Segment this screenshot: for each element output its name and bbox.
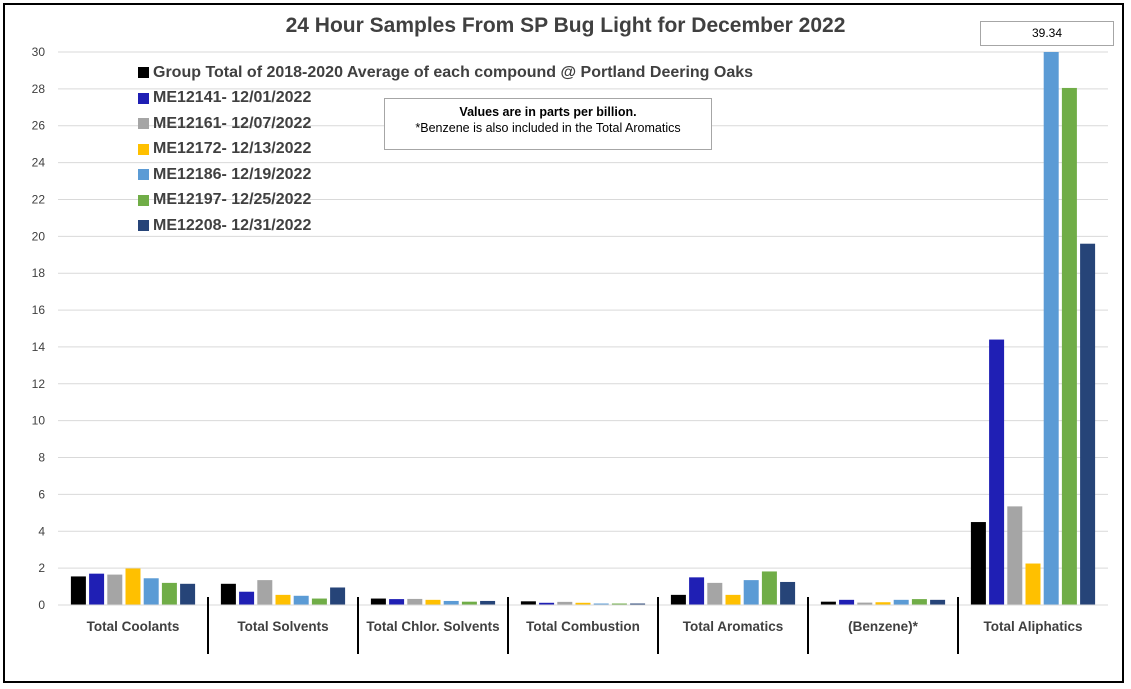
- bar: [726, 595, 741, 605]
- y-tick-label: 22: [31, 192, 45, 207]
- legend-label: ME12208- 12/31/2022: [153, 216, 312, 234]
- bar: [407, 599, 422, 605]
- bar: [107, 575, 122, 605]
- legend-item: [138, 213, 753, 239]
- bar: [1026, 564, 1041, 605]
- bar: [671, 595, 686, 605]
- legend-label: ME12172- 12/13/2022: [153, 140, 312, 158]
- legend-item: [138, 162, 753, 188]
- y-tick-label: 24: [31, 155, 45, 170]
- y-tick-label: 16: [31, 303, 45, 318]
- bar: [389, 599, 404, 605]
- bar: [689, 577, 704, 605]
- y-tick-label: 0: [38, 598, 45, 612]
- x-tick-label: Total Aliphatics: [983, 619, 1083, 634]
- y-tick-label: 28: [31, 81, 45, 96]
- bar: [221, 584, 236, 605]
- bar: [239, 592, 254, 605]
- bar: [276, 595, 291, 605]
- bar: [480, 601, 495, 605]
- y-tick-label: 8: [38, 450, 45, 465]
- bar: [330, 587, 345, 605]
- bar: [1080, 244, 1095, 605]
- bar: [707, 583, 722, 605]
- bar: [180, 584, 195, 605]
- bar: [71, 576, 86, 605]
- bar: [294, 596, 309, 605]
- note-box: [384, 98, 712, 150]
- y-tick-label: 20: [31, 229, 45, 244]
- note-line-2: *Benzene is also included in the Total Aromatics: [415, 121, 681, 135]
- bar: [780, 582, 795, 605]
- bar: [912, 599, 927, 605]
- bar: [762, 571, 777, 605]
- bar: [257, 580, 272, 605]
- legend-item: [138, 188, 753, 214]
- bar: [89, 574, 104, 605]
- y-tick-label: 18: [31, 266, 45, 281]
- y-tick-label: 6: [38, 487, 45, 502]
- y-tick-label: 2: [38, 561, 45, 576]
- x-tick-label: (Benzene)*: [848, 619, 918, 634]
- bar: [426, 600, 441, 605]
- bar: [989, 340, 1004, 605]
- bar: [839, 600, 854, 605]
- note-line-1: Values are in parts per billion.: [459, 105, 637, 119]
- y-tick-label: 10: [31, 413, 45, 428]
- legend-label: Group Total of 2018-2020 Average of each compound @ Portland Deering Oaks: [153, 63, 754, 81]
- bar: [162, 583, 177, 605]
- legend-swatch: [138, 118, 149, 129]
- legend-label: ME12141- 12/01/2022: [153, 89, 312, 107]
- bar: [521, 601, 536, 605]
- bar: [312, 599, 327, 605]
- chart-title: 24 Hour Samples From SP Bug Light for December 2022: [285, 14, 846, 37]
- x-axis: [58, 597, 1108, 654]
- x-tick-label: Total Aromatics: [682, 619, 784, 634]
- legend-swatch: [138, 195, 149, 206]
- bar: [744, 580, 759, 605]
- legend-swatch: [138, 93, 149, 104]
- bar: [444, 601, 459, 605]
- bar: [894, 600, 909, 605]
- x-tick-label: Total Coolants: [86, 619, 180, 634]
- legend-label: ME12186- 12/19/2022: [153, 165, 312, 183]
- legend-item: [138, 60, 753, 86]
- y-tick-label: 4: [38, 524, 45, 539]
- bar: [144, 578, 159, 605]
- legend-swatch: [138, 169, 149, 180]
- legend-swatch: [138, 144, 149, 155]
- legend-label: ME12197- 12/25/2022: [153, 191, 312, 209]
- overflow-value-label: 39.34: [980, 21, 1114, 46]
- y-tick-label: 26: [31, 118, 45, 133]
- bar: [1007, 506, 1022, 605]
- x-tick-label: Total Chlor. Solvents: [366, 619, 500, 634]
- y-axis: [32, 45, 46, 612]
- y-tick-label: 30: [31, 45, 45, 59]
- y-tick-label: 12: [31, 376, 45, 391]
- legend-swatch: [138, 220, 149, 231]
- bar: [126, 569, 141, 605]
- bar: [971, 522, 986, 605]
- bar: [1062, 88, 1077, 605]
- bar: [1044, 52, 1059, 605]
- legend-swatch: [138, 67, 149, 78]
- bar: [930, 600, 945, 605]
- y-tick-label: 14: [31, 339, 45, 354]
- x-tick-label: Total Combustion: [526, 619, 640, 634]
- x-tick-label: Total Solvents: [237, 619, 329, 634]
- bar: [371, 599, 386, 605]
- legend-label: ME12161- 12/07/2022: [153, 114, 312, 132]
